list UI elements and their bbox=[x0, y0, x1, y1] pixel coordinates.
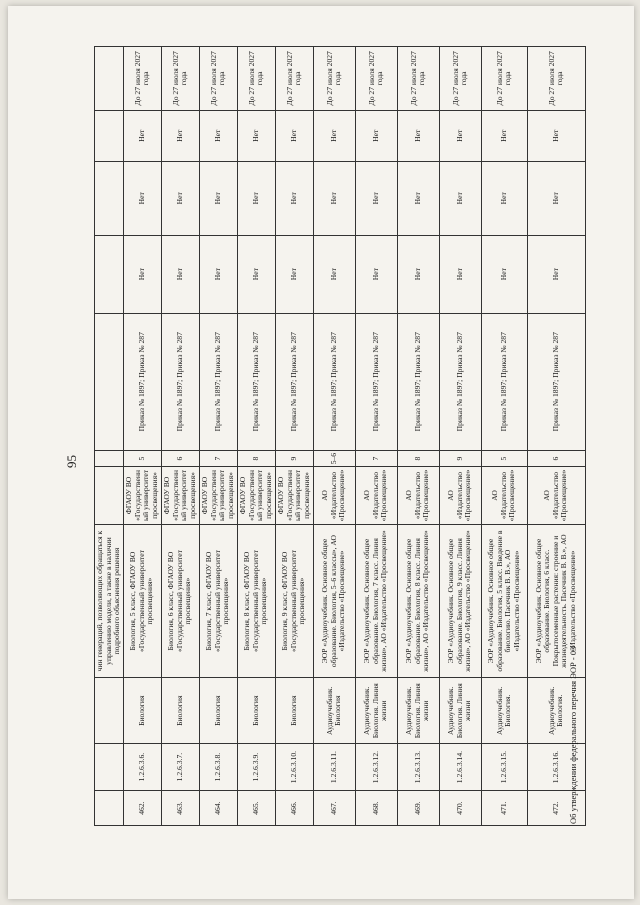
table-row bbox=[275, 46, 313, 825]
row-description: Биология, 8 класс, ФГАОУ ВО «Государственный университет просвещения» bbox=[237, 524, 275, 678]
row-flag-a: Нет bbox=[237, 235, 275, 313]
row-order: Приказ № 1897; Приказ № 287 bbox=[161, 313, 199, 450]
row-number: 462. bbox=[123, 790, 161, 825]
row-deadline: До 27 июля 2027 года bbox=[313, 46, 355, 110]
row-code: 1.2.6.3.12. bbox=[355, 743, 397, 790]
row-order: Приказ № 1897; Приказ № 287 bbox=[481, 313, 527, 450]
row-publisher: АО «Издательство «Просвещение» bbox=[355, 466, 397, 523]
row-flag-c: Нет bbox=[199, 110, 237, 161]
table-row bbox=[439, 46, 481, 825]
row-description: Биология, 5 класс, ФГАОУ ВО «Государственный университет просвещения» bbox=[123, 524, 161, 678]
row-grade: 7 bbox=[355, 450, 397, 466]
row-subject: Биология bbox=[275, 677, 313, 743]
row-subject: Биология bbox=[237, 677, 275, 743]
table-row bbox=[355, 46, 397, 825]
row-flag-c: Нет bbox=[237, 110, 275, 161]
row-grade: 8 bbox=[237, 450, 275, 466]
table-row bbox=[397, 46, 439, 825]
row-flag-a: Нет bbox=[527, 235, 585, 313]
row-order: Приказ № 1897; Приказ № 287 bbox=[439, 313, 481, 450]
row-flag-c: Нет bbox=[355, 110, 397, 161]
row-subject: Биология bbox=[123, 677, 161, 743]
row-number: 468. bbox=[355, 790, 397, 825]
row-flag-a: Нет bbox=[161, 235, 199, 313]
row-flag-b: Нет bbox=[397, 161, 439, 235]
row-publisher: ФГАОУ ВО «Государственный университет просвещения» bbox=[123, 466, 161, 523]
row-description: Биология, 6 класс, ФГАОУ ВО «Государственный университет просвещения» bbox=[161, 524, 199, 678]
row-publisher: ФГАОУ ВО «Государственный университет просвещения» bbox=[199, 466, 237, 523]
table-row bbox=[161, 46, 199, 825]
row-number: 465. bbox=[237, 790, 275, 825]
row-number: 469. bbox=[397, 790, 439, 825]
row-order: Приказ № 1897; Приказ № 287 bbox=[237, 313, 275, 450]
row-flag-c: Нет bbox=[123, 110, 161, 161]
rotated-content bbox=[56, 38, 586, 868]
table-row bbox=[123, 46, 161, 825]
row-subject: Биология bbox=[199, 677, 237, 743]
row-flag-b: Нет bbox=[355, 161, 397, 235]
row-subject: Аудиоучебник. Биология. bbox=[481, 677, 527, 743]
row-number: 467. bbox=[313, 790, 355, 825]
row-description: ЭОР «Аудиоучебник. Основное общее образование. Биология, 9 класс. Линия жизни», АО «Издательство «Просвещение» bbox=[439, 524, 481, 678]
document-page bbox=[8, 6, 634, 899]
row-code: 1.2.6.3.13. bbox=[397, 743, 439, 790]
row-description: ЭОР «Аудиоучебник. Основное общее образование. Биология, 6 класс. Покрытосеменные растения: строение и жизнедеятельность. Пасечник В. В.», АО «Издательство «Просвещение» bbox=[527, 524, 585, 678]
table-row bbox=[199, 46, 237, 825]
page-number: 95 bbox=[64, 454, 79, 468]
row-grade: 9 bbox=[439, 450, 481, 466]
row-number: 471. bbox=[481, 790, 527, 825]
row-publisher: ФГАОУ ВО «Государственный университет просвещения» bbox=[275, 466, 313, 523]
row-number: 466. bbox=[275, 790, 313, 825]
table-row bbox=[481, 46, 527, 825]
fragment-cell: чин генераций, позволяющих обращаться к управлению модели, а также в наличии подробного объяснения решения bbox=[95, 524, 124, 678]
row-order: Приказ № 1897; Приказ № 287 bbox=[355, 313, 397, 450]
row-order: Приказ № 1897; Приказ № 287 bbox=[313, 313, 355, 450]
row-flag-c: Нет bbox=[161, 110, 199, 161]
row-flag-b: Нет bbox=[527, 161, 585, 235]
row-description: Биология, 7 класс, ФГАОУ ВО «Государственный университет просвещения» bbox=[199, 524, 237, 678]
row-code: 1.2.6.3.14. bbox=[439, 743, 481, 790]
table-row bbox=[237, 46, 275, 825]
row-flag-c: Нет bbox=[481, 110, 527, 161]
row-number: 463. bbox=[161, 790, 199, 825]
row-code: 1.2.6.3.16. bbox=[527, 743, 585, 790]
row-publisher: АО «Издательство «Просвещение» bbox=[481, 466, 527, 523]
row-deadline: До 27 июля 2027 года bbox=[397, 46, 439, 110]
register-table bbox=[94, 46, 586, 826]
row-subject: Аудиоучебник. Биология. Линия жизни bbox=[397, 677, 439, 743]
row-flag-a: Нет bbox=[439, 235, 481, 313]
row-code: 1.2.6.3.11. bbox=[313, 743, 355, 790]
row-code: 1.2.6.3.8. bbox=[199, 743, 237, 790]
row-flag-b: Нет bbox=[439, 161, 481, 235]
row-grade: 9 bbox=[275, 450, 313, 466]
row-subject: Аудиоучебник. Биология. bbox=[527, 677, 585, 743]
table-row-fragment bbox=[95, 46, 124, 825]
row-deadline: До 27 июля 2027 года bbox=[237, 46, 275, 110]
row-publisher: АО «Издательство «Просвещение» bbox=[397, 466, 439, 523]
row-subject: Аудиоучебник. Биология bbox=[313, 677, 355, 743]
row-flag-a: Нет bbox=[313, 235, 355, 313]
row-flag-b: Нет bbox=[123, 161, 161, 235]
row-flag-b: Нет bbox=[199, 161, 237, 235]
row-grade: 5 bbox=[481, 450, 527, 466]
row-description: ЭОР «Аудиоучебник. Основное общее образование. Биология, 8 класс. Линия жизни», АО «Издательство «Просвещение» bbox=[397, 524, 439, 678]
row-deadline: До 27 июля 2027 года bbox=[439, 46, 481, 110]
row-flag-a: Нет bbox=[275, 235, 313, 313]
row-code: 1.2.6.3.6. bbox=[123, 743, 161, 790]
row-flag-b: Нет bbox=[481, 161, 527, 235]
row-subject: Аудиоучебник. Биология. Линия жизни bbox=[355, 677, 397, 743]
row-publisher: ФГАОУ ВО «Государственный университет просвещения» bbox=[237, 466, 275, 523]
row-flag-b: Нет bbox=[275, 161, 313, 235]
row-number: 464. bbox=[199, 790, 237, 825]
row-deadline: До 27 июля 2027 года bbox=[355, 46, 397, 110]
row-grade: 5 bbox=[123, 450, 161, 466]
row-flag-c: Нет bbox=[439, 110, 481, 161]
row-deadline: До 27 июля 2027 года bbox=[481, 46, 527, 110]
row-description: ЭОР «Аудиоучебник. Основное общее образование. Биология, 5–6 классы», АО «Издательство «Просвещение» bbox=[313, 524, 355, 678]
row-flag-b: Нет bbox=[313, 161, 355, 235]
row-grade: 8 bbox=[397, 450, 439, 466]
row-publisher: ФГАОУ ВО «Государственный университет просвещения» bbox=[161, 466, 199, 523]
row-subject: Биология bbox=[161, 677, 199, 743]
row-order: Приказ № 1897; Приказ № 287 bbox=[199, 313, 237, 450]
row-description: ЭОР «Аудиоучебник. Основное общее образование. Биология, 5 класс. Введение в биологию. Пасечник В. В.», АО «Издательство «Просвещение» bbox=[481, 524, 527, 678]
row-description: Биология, 9 класс, ФГАОУ ВО «Государственный университет просвещения» bbox=[275, 524, 313, 678]
row-deadline: До 27 июля 2027 года bbox=[123, 46, 161, 110]
row-subject: Аудиоучебник. Биология. Линия жизни bbox=[439, 677, 481, 743]
row-flag-c: Нет bbox=[275, 110, 313, 161]
row-description: ЭОР «Аудиоучебник. Основное общее образование. Биология, 7 класс. Линия жизни», АО «Издательство «Просвещение» bbox=[355, 524, 397, 678]
row-flag-a: Нет bbox=[355, 235, 397, 313]
row-flag-b: Нет bbox=[237, 161, 275, 235]
row-grade: 7 bbox=[199, 450, 237, 466]
row-grade: 6 bbox=[161, 450, 199, 466]
row-flag-c: Нет bbox=[313, 110, 355, 161]
row-publisher: АО «Издательство «Просвещение» bbox=[527, 466, 585, 523]
row-deadline: До 27 июля 2027 года bbox=[527, 46, 585, 110]
row-flag-b: Нет bbox=[161, 161, 199, 235]
row-grade: 5–6 bbox=[313, 450, 355, 466]
row-order: Приказ № 1897; Приказ № 287 bbox=[275, 313, 313, 450]
row-grade: 6 bbox=[527, 450, 585, 466]
row-deadline: До 27 июля 2027 года bbox=[275, 46, 313, 110]
row-number: 470. bbox=[439, 790, 481, 825]
table-row bbox=[313, 46, 355, 825]
row-order: Приказ № 1897; Приказ № 287 bbox=[397, 313, 439, 450]
row-publisher: АО «Издательство «Просвещение» bbox=[439, 466, 481, 523]
row-code: 1.2.6.3.10. bbox=[275, 743, 313, 790]
row-order: Приказ № 1897; Приказ № 287 bbox=[123, 313, 161, 450]
row-code: 1.2.6.3.7. bbox=[161, 743, 199, 790]
row-code: 1.2.6.3.15. bbox=[481, 743, 527, 790]
row-deadline: До 27 июля 2027 года bbox=[199, 46, 237, 110]
row-flag-a: Нет bbox=[199, 235, 237, 313]
row-flag-a: Нет bbox=[397, 235, 439, 313]
row-flag-c: Нет bbox=[397, 110, 439, 161]
row-number: 472. bbox=[527, 790, 585, 825]
footer-note: Об утверждении федерального перечня ЭОР - 03 bbox=[568, 646, 578, 824]
register-table-body bbox=[95, 46, 586, 825]
row-deadline: До 27 июля 2027 года bbox=[161, 46, 199, 110]
row-flag-a: Нет bbox=[481, 235, 527, 313]
row-code: 1.2.6.3.9. bbox=[237, 743, 275, 790]
row-flag-a: Нет bbox=[123, 235, 161, 313]
row-order: Приказ № 1897; Приказ № 287 bbox=[527, 313, 585, 450]
row-publisher: АО «Издательство «Просвещение» bbox=[313, 466, 355, 523]
row-flag-c: Нет bbox=[527, 110, 585, 161]
